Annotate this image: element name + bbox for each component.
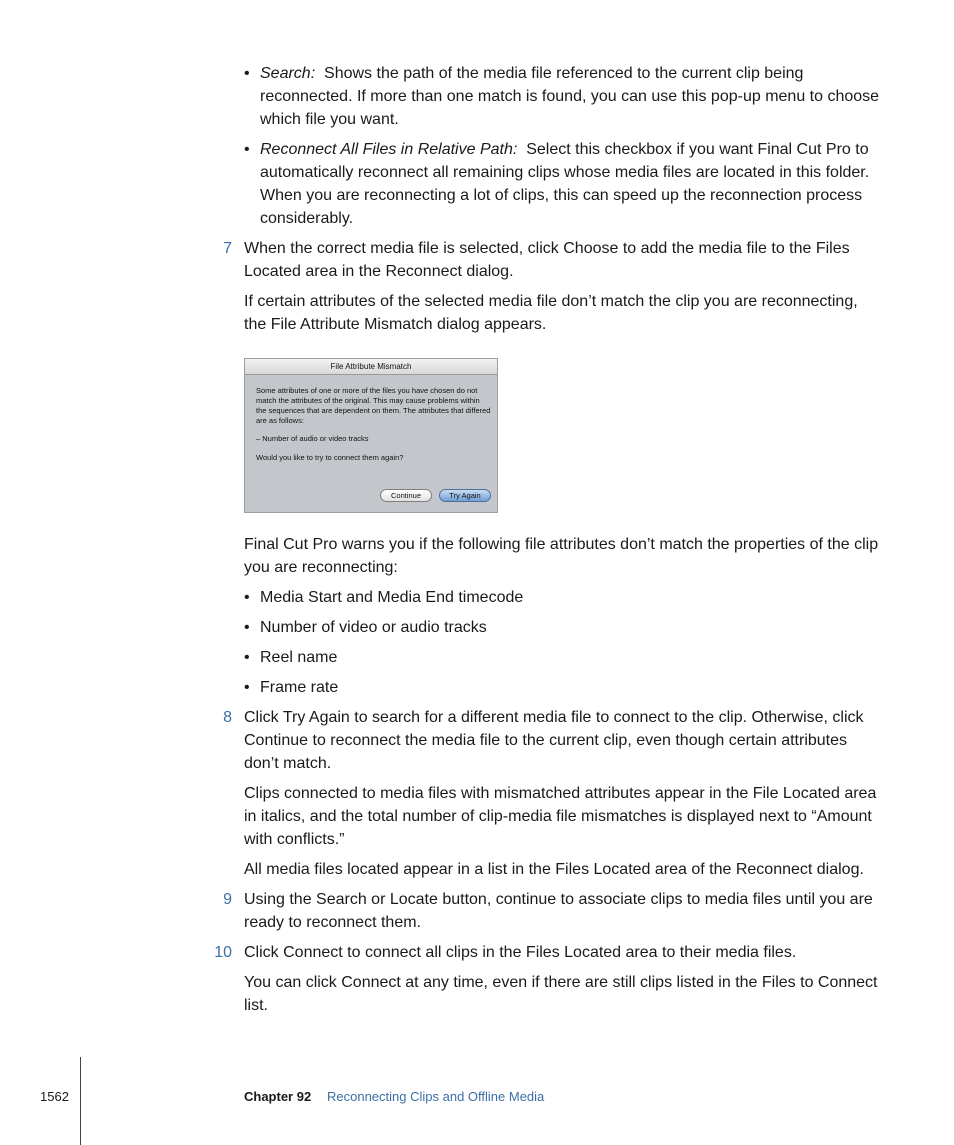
step-number: 8 <box>223 709 232 726</box>
step-8 <box>223 706 884 775</box>
step-number: 10 <box>214 944 232 961</box>
attribute-text: Number of video or audio tracks <box>260 619 487 636</box>
step-number: 9 <box>223 891 232 908</box>
step-text: Click Connect to connect all clips in the Files Located area to their media files. <box>244 944 797 961</box>
bullet-dot: • <box>244 619 250 636</box>
attribute-item <box>244 616 884 639</box>
attribute-text: Media Start and Media End timecode <box>260 589 524 606</box>
bullet-reconnect-all <box>244 138 884 230</box>
paragraph: If certain attributes of the selected media file don’t match the clip you are reconnecting, the File Attribute Mismatch dialog appears. <box>244 293 858 333</box>
continue-button[interactable]: Continue <box>380 489 432 502</box>
footer-chapter: Chapter 92 <box>244 1089 312 1104</box>
attribute-item <box>244 586 884 609</box>
page-number: 1562 <box>40 1089 69 1104</box>
step-7 <box>223 237 884 283</box>
step-number: 7 <box>223 240 232 257</box>
footer-divider <box>80 1057 81 1145</box>
dialog-item: – Number of audio or video tracks <box>256 434 369 443</box>
step-text: Using the Search or Locate button, continue to associate clips to media files until you are ready to reconnect them. <box>244 891 873 931</box>
bullet-dot: • <box>244 589 250 606</box>
paragraph: Final Cut Pro warns you if the following file attributes don’t match the properties of the clip you are reconnecting: <box>244 536 879 576</box>
attribute-item <box>244 646 884 669</box>
bullet-dot: • <box>244 679 250 696</box>
try-again-button[interactable]: Try Again <box>439 489 491 502</box>
paragraph: All media files located appear in a list in the Files Located area of the Reconnect dialog. <box>244 861 864 878</box>
bullet-term: Search: <box>260 65 316 82</box>
attribute-text: Frame rate <box>260 679 339 696</box>
dialog-body <box>256 386 492 463</box>
step-9 <box>223 888 884 934</box>
file-attribute-mismatch-dialog <box>244 358 498 513</box>
step-text: Click Try Again to search for a different media file to connect to the clip. Otherwise, click Continue to reconnect the media file to the current clip, even though certain attributes don’t match. <box>244 709 864 772</box>
footer-chapter-title: Reconnecting Clips and Offline Media <box>327 1089 545 1104</box>
bullet-text: Select this checkbox if you want Final Cut Pro to automatically reconnect all remaining clips whose media files are located in this folder. When you are reconnecting a lot of clips, this can speed up the reconnection process considerably. <box>260 141 870 227</box>
bullet-dot: • <box>244 649 250 666</box>
step-10 <box>214 941 884 964</box>
bullet-dot: • <box>244 141 250 158</box>
bullet-search <box>244 62 884 131</box>
step-text: When the correct media file is selected, click Choose to add the media file to the Files Located area in the Reconnect dialog. <box>244 240 850 280</box>
bullet-dot: • <box>244 65 250 82</box>
bullet-text: Shows the path of the media file referenced to the current clip being reconnected. If more than one match is found, you can use this pop-up menu to choose which file you want. <box>260 65 880 128</box>
bullet-term: Reconnect All Files in Relative Path: <box>260 141 518 158</box>
attribute-text: Reel name <box>260 649 338 666</box>
dialog-question: Would you like to try to connect them again? <box>256 453 404 462</box>
paragraph: Clips connected to media files with mismatched attributes appear in the File Located area in italics, and the total number of clip-media file mismatches is displayed next to “Amount with conflicts.” <box>244 785 877 848</box>
attribute-item <box>244 676 884 699</box>
paragraph: You can click Connect at any time, even if there are still clips listed in the Files to Connect list. <box>244 974 878 1014</box>
dialog-message: Some attributes of one or more of the files you have chosen do not match the attributes of the original. This may cause problems within the sequences that are dependent on them. The attributes that differed are as follows: <box>256 386 491 425</box>
dialog-title: File Attribute Mismatch <box>245 359 497 375</box>
